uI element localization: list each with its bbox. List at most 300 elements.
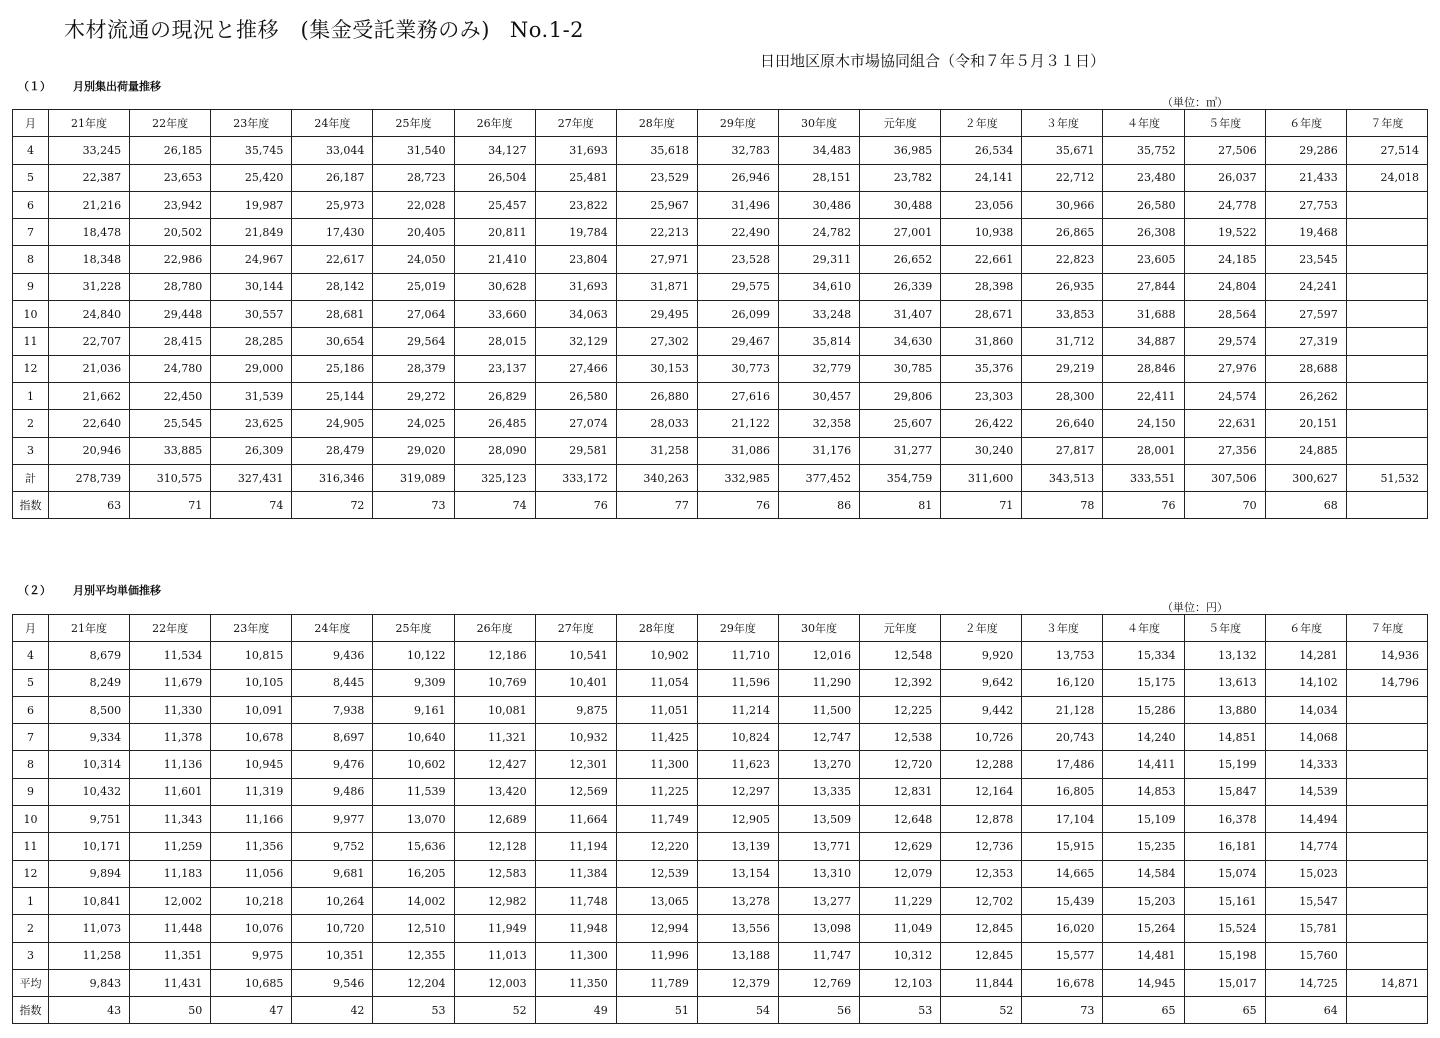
year-column-header: ５年度 (1184, 110, 1265, 137)
data-cell: 24,574 (1184, 382, 1265, 409)
data-cell: 12,648 (860, 806, 941, 833)
table-row (13, 301, 1428, 328)
data-cell: 72 (292, 492, 373, 519)
row-label: 平均 (13, 969, 49, 996)
data-cell: 12,689 (454, 806, 535, 833)
data-cell: 29,286 (1265, 137, 1346, 164)
data-cell: 50 (130, 997, 211, 1024)
data-cell: 14,002 (373, 887, 454, 914)
data-cell: 327,431 (211, 464, 292, 491)
year-column-header: ３年度 (1022, 110, 1103, 137)
data-cell: 23,653 (130, 164, 211, 191)
data-cell: 15,524 (1184, 915, 1265, 942)
data-cell: 31,539 (211, 382, 292, 409)
data-cell (1346, 382, 1427, 409)
data-cell: 31,496 (697, 191, 778, 218)
data-cell: 15,074 (1184, 860, 1265, 887)
data-cell: 22,707 (49, 328, 130, 355)
data-cell: 18,478 (49, 219, 130, 246)
data-cell: 22,387 (49, 164, 130, 191)
data-cell (1346, 328, 1427, 355)
data-cell: 11,300 (535, 942, 616, 969)
data-cell: 28,688 (1265, 355, 1346, 382)
data-cell: 30,457 (778, 382, 859, 409)
data-cell: 13,509 (778, 806, 859, 833)
header-row (13, 615, 1428, 642)
data-cell: 11,049 (860, 915, 941, 942)
row-label: 1 (13, 382, 49, 409)
year-column-header: 22年度 (130, 615, 211, 642)
data-cell: 33,853 (1022, 301, 1103, 328)
row-label: 11 (13, 328, 49, 355)
data-cell: 9,875 (535, 696, 616, 723)
data-cell: 16,020 (1022, 915, 1103, 942)
data-cell: 11,749 (616, 806, 697, 833)
data-cell: 24,018 (1346, 164, 1427, 191)
data-cell: 13,310 (778, 860, 859, 887)
data-cell: 319,089 (373, 464, 454, 491)
data-cell: 28,723 (373, 164, 454, 191)
data-cell: 34,610 (778, 273, 859, 300)
data-cell: 22,661 (941, 246, 1022, 273)
section-1-heading (18, 78, 161, 94)
data-cell: 12,569 (535, 778, 616, 805)
data-cell: 10,902 (616, 642, 697, 669)
table-row (13, 328, 1428, 355)
data-cell: 29,575 (697, 273, 778, 300)
data-cell: 29,000 (211, 355, 292, 382)
data-cell: 12,016 (778, 642, 859, 669)
data-cell: 30,144 (211, 273, 292, 300)
data-cell: 14,871 (1346, 969, 1427, 996)
data-cell: 9,442 (941, 696, 1022, 723)
table-row (13, 942, 1428, 969)
data-cell: 33,044 (292, 137, 373, 164)
table-row (13, 355, 1428, 382)
data-cell: 13,556 (697, 915, 778, 942)
data-cell: 310,575 (130, 464, 211, 491)
data-cell: 15,781 (1265, 915, 1346, 942)
data-cell (1346, 778, 1427, 805)
data-cell: 13,139 (697, 833, 778, 860)
row-label: 3 (13, 942, 49, 969)
data-cell: 14,774 (1265, 833, 1346, 860)
row-label: 5 (13, 164, 49, 191)
data-cell: 76 (697, 492, 778, 519)
data-cell: 23,056 (941, 191, 1022, 218)
data-cell: 14,539 (1265, 778, 1346, 805)
data-cell: 27,356 (1184, 437, 1265, 464)
data-cell: 54 (697, 997, 778, 1024)
data-cell: 11,356 (211, 833, 292, 860)
data-cell: 8,679 (49, 642, 130, 669)
year-column-header: 28年度 (616, 110, 697, 137)
data-cell (1346, 724, 1427, 751)
data-cell: 27,844 (1103, 273, 1184, 300)
data-cell: 13,065 (616, 887, 697, 914)
data-cell: 15,334 (1103, 642, 1184, 669)
section-2-unit: （単位：円） (1162, 601, 1228, 614)
data-cell: 13,270 (778, 751, 859, 778)
data-cell: 26,640 (1022, 410, 1103, 437)
year-column-header: 28年度 (616, 615, 697, 642)
data-cell: 14,481 (1103, 942, 1184, 969)
data-cell: 21,662 (49, 382, 130, 409)
data-cell: 27,597 (1265, 301, 1346, 328)
data-cell: 13,771 (778, 833, 859, 860)
data-cell: 11,425 (616, 724, 697, 751)
data-cell: 11,601 (130, 778, 211, 805)
row-label: 12 (13, 355, 49, 382)
data-cell (1346, 942, 1427, 969)
data-cell: 15,636 (373, 833, 454, 860)
table-row (13, 751, 1428, 778)
data-cell: 11,183 (130, 860, 211, 887)
data-cell: 21,849 (211, 219, 292, 246)
data-cell: 31,277 (860, 437, 941, 464)
data-cell: 10,314 (49, 751, 130, 778)
data-cell: 26,262 (1265, 382, 1346, 409)
data-cell: 11,300 (616, 751, 697, 778)
data-cell: 13,132 (1184, 642, 1265, 669)
data-cell: 52 (941, 997, 1022, 1024)
data-cell: 13,335 (778, 778, 859, 805)
data-cell: 15,264 (1103, 915, 1184, 942)
data-cell: 11,747 (778, 942, 859, 969)
data-cell: 23,625 (211, 410, 292, 437)
data-cell: 74 (211, 492, 292, 519)
data-cell: 64 (1265, 997, 1346, 1024)
data-cell (1346, 191, 1427, 218)
data-cell: 12,510 (373, 915, 454, 942)
data-cell: 31,693 (535, 273, 616, 300)
data-cell: 29,020 (373, 437, 454, 464)
data-cell: 22,631 (1184, 410, 1265, 437)
year-column-header: 27年度 (535, 615, 616, 642)
data-cell: 24,050 (373, 246, 454, 273)
data-cell: 15,547 (1265, 887, 1346, 914)
data-cell: 28,379 (373, 355, 454, 382)
data-cell: 26,580 (1103, 191, 1184, 218)
section-1-unit: （単位：㎥） (1162, 96, 1228, 109)
row-label: 7 (13, 219, 49, 246)
data-cell: 12,994 (616, 915, 697, 942)
data-cell: 22,213 (616, 219, 697, 246)
shipment-volume-table (12, 109, 1428, 519)
data-cell: 9,334 (49, 724, 130, 751)
row-label: 7 (13, 724, 49, 751)
data-cell: 33,245 (49, 137, 130, 164)
row-label: 9 (13, 273, 49, 300)
data-cell: 22,712 (1022, 164, 1103, 191)
data-cell: 10,264 (292, 887, 373, 914)
table-row (13, 833, 1428, 860)
data-cell: 28,142 (292, 273, 373, 300)
data-cell: 13,420 (454, 778, 535, 805)
data-cell: 34,063 (535, 301, 616, 328)
data-cell: 21,410 (454, 246, 535, 273)
data-cell: 354,759 (860, 464, 941, 491)
data-cell: 12,427 (454, 751, 535, 778)
data-cell: 9,476 (292, 751, 373, 778)
data-cell: 21,128 (1022, 696, 1103, 723)
year-column-header: ７年度 (1346, 110, 1427, 137)
data-cell: 19,784 (535, 219, 616, 246)
data-cell: 49 (535, 997, 616, 1024)
data-cell: 12,702 (941, 887, 1022, 914)
data-cell: 10,541 (535, 642, 616, 669)
data-cell: 35,745 (211, 137, 292, 164)
year-column-header: ５年度 (1184, 615, 1265, 642)
data-cell: 14,333 (1265, 751, 1346, 778)
data-cell: 27,064 (373, 301, 454, 328)
year-column-header: ６年度 (1265, 110, 1346, 137)
data-cell: 30,557 (211, 301, 292, 328)
data-cell: 22,028 (373, 191, 454, 218)
row-label: 4 (13, 137, 49, 164)
data-cell: 11,194 (535, 833, 616, 860)
data-cell: 12,220 (616, 833, 697, 860)
data-cell: 11,710 (697, 642, 778, 669)
data-cell: 23,528 (697, 246, 778, 273)
year-column-header: 21年度 (49, 615, 130, 642)
data-cell (1346, 860, 1427, 887)
row-label: 9 (13, 778, 49, 805)
data-cell: 311,600 (941, 464, 1022, 491)
data-cell: 11,534 (130, 642, 211, 669)
data-cell: 11,225 (616, 778, 697, 805)
data-cell: 28,001 (1103, 437, 1184, 464)
data-cell: 33,660 (454, 301, 535, 328)
data-cell: 11,350 (535, 969, 616, 996)
data-cell: 11,258 (49, 942, 130, 969)
data-cell: 12,736 (941, 833, 1022, 860)
data-cell: 11,664 (535, 806, 616, 833)
data-cell: 20,811 (454, 219, 535, 246)
data-cell: 10,351 (292, 942, 373, 969)
data-cell: 26,865 (1022, 219, 1103, 246)
data-cell: 12,769 (778, 969, 859, 996)
data-cell: 11,056 (211, 860, 292, 887)
data-cell: 21,433 (1265, 164, 1346, 191)
data-cell: 24,782 (778, 219, 859, 246)
data-cell: 14,584 (1103, 860, 1184, 887)
data-cell: 10,432 (49, 778, 130, 805)
data-cell: 71 (941, 492, 1022, 519)
data-cell: 10,938 (941, 219, 1022, 246)
data-cell (1346, 355, 1427, 382)
data-cell: 332,985 (697, 464, 778, 491)
data-cell: 11,319 (211, 778, 292, 805)
data-cell: 12,288 (941, 751, 1022, 778)
data-cell: 24,840 (49, 301, 130, 328)
data-cell: 23,822 (535, 191, 616, 218)
row-label: 10 (13, 301, 49, 328)
data-cell: 10,312 (860, 942, 941, 969)
data-cell: 51 (616, 997, 697, 1024)
data-cell: 34,630 (860, 328, 941, 355)
row-label: 8 (13, 751, 49, 778)
average-price-table (12, 614, 1428, 1024)
year-column-header: 元年度 (860, 110, 941, 137)
data-cell: 12,186 (454, 642, 535, 669)
data-cell: 10,769 (454, 669, 535, 696)
year-column-header: 25年度 (373, 110, 454, 137)
data-cell: 15,198 (1184, 942, 1265, 969)
data-cell: 13,277 (778, 887, 859, 914)
data-cell: 10,122 (373, 642, 454, 669)
data-cell: 15,235 (1103, 833, 1184, 860)
year-column-header: ３年度 (1022, 615, 1103, 642)
data-cell: 10,815 (211, 642, 292, 669)
data-cell: 25,973 (292, 191, 373, 218)
data-cell: 14,851 (1184, 724, 1265, 751)
data-cell: 12,103 (860, 969, 941, 996)
data-cell: 10,932 (535, 724, 616, 751)
data-cell: 10,945 (211, 751, 292, 778)
data-cell: 13,880 (1184, 696, 1265, 723)
data-cell: 14,240 (1103, 724, 1184, 751)
data-cell: 32,779 (778, 355, 859, 382)
row-label: 10 (13, 806, 49, 833)
data-cell: 17,430 (292, 219, 373, 246)
data-cell: 13,278 (697, 887, 778, 914)
table-row (13, 191, 1428, 218)
data-cell: 29,311 (778, 246, 859, 273)
data-cell: 14,494 (1265, 806, 1346, 833)
data-cell: 23,529 (616, 164, 697, 191)
data-cell (1346, 696, 1427, 723)
section-2-label: 月別平均単価推移 (73, 584, 161, 597)
data-cell: 316,346 (292, 464, 373, 491)
data-cell: 28,564 (1184, 301, 1265, 328)
data-cell: 13,188 (697, 942, 778, 969)
data-cell: 26,309 (211, 437, 292, 464)
data-cell: 28,681 (292, 301, 373, 328)
data-cell: 16,378 (1184, 806, 1265, 833)
data-cell: 14,102 (1265, 669, 1346, 696)
table-row (13, 164, 1428, 191)
year-column-header: ４年度 (1103, 110, 1184, 137)
row-label: 6 (13, 696, 49, 723)
data-cell: 19,987 (211, 191, 292, 218)
year-column-header: 29年度 (697, 110, 778, 137)
data-cell: 13,613 (1184, 669, 1265, 696)
table-row (13, 778, 1428, 805)
data-cell: 21,036 (49, 355, 130, 382)
table-row (13, 273, 1428, 300)
data-cell: 20,502 (130, 219, 211, 246)
data-cell: 15,175 (1103, 669, 1184, 696)
data-cell: 333,551 (1103, 464, 1184, 491)
data-cell: 325,123 (454, 464, 535, 491)
table-row (13, 437, 1428, 464)
year-column-header: 27年度 (535, 110, 616, 137)
table-row (13, 464, 1428, 491)
organization-date: 日田地区原木市場協同組合（令和７年５月３１日） (760, 52, 1106, 70)
data-cell: 10,091 (211, 696, 292, 723)
data-cell: 27,616 (697, 382, 778, 409)
data-cell: 30,773 (697, 355, 778, 382)
data-cell: 29,581 (535, 437, 616, 464)
year-column-header: ２年度 (941, 615, 1022, 642)
year-column-header: 元年度 (860, 615, 941, 642)
data-cell: 23,605 (1103, 246, 1184, 273)
data-cell: 24,905 (292, 410, 373, 437)
data-cell: 14,945 (1103, 969, 1184, 996)
data-cell: 31,086 (697, 437, 778, 464)
data-cell: 25,967 (616, 191, 697, 218)
data-cell: 10,076 (211, 915, 292, 942)
data-cell: 11,229 (860, 887, 941, 914)
data-cell: 31,688 (1103, 301, 1184, 328)
year-column-header: 23年度 (211, 615, 292, 642)
data-cell: 27,001 (860, 219, 941, 246)
data-cell: 9,642 (941, 669, 1022, 696)
data-cell: 12,905 (697, 806, 778, 833)
data-cell: 14,725 (1265, 969, 1346, 996)
data-cell: 12,845 (941, 915, 1022, 942)
data-cell: 30,486 (778, 191, 859, 218)
data-cell: 11,290 (778, 669, 859, 696)
data-cell: 23,804 (535, 246, 616, 273)
data-cell: 27,971 (616, 246, 697, 273)
data-cell: 11,051 (616, 696, 697, 723)
data-cell: 19,522 (1184, 219, 1265, 246)
data-cell: 26,422 (941, 410, 1022, 437)
year-column-header: ４年度 (1103, 615, 1184, 642)
data-cell: 26,185 (130, 137, 211, 164)
data-cell: 28,151 (778, 164, 859, 191)
data-cell: 27,074 (535, 410, 616, 437)
data-cell: 22,617 (292, 246, 373, 273)
data-cell: 12,297 (697, 778, 778, 805)
data-cell: 28,780 (130, 273, 211, 300)
data-cell: 23,545 (1265, 246, 1346, 273)
data-cell: 10,824 (697, 724, 778, 751)
data-cell: 26,308 (1103, 219, 1184, 246)
data-cell: 16,120 (1022, 669, 1103, 696)
data-cell: 10,841 (49, 887, 130, 914)
data-cell: 26,485 (454, 410, 535, 437)
data-cell: 26,099 (697, 301, 778, 328)
data-cell: 24,967 (211, 246, 292, 273)
data-cell: 11,596 (697, 669, 778, 696)
data-cell: 32,358 (778, 410, 859, 437)
data-cell: 26,504 (454, 164, 535, 191)
data-cell: 11,343 (130, 806, 211, 833)
data-cell: 12,747 (778, 724, 859, 751)
data-cell: 10,640 (373, 724, 454, 751)
data-cell: 14,411 (1103, 751, 1184, 778)
year-column-header: ７年度 (1346, 615, 1427, 642)
data-cell: 25,019 (373, 273, 454, 300)
data-cell: 11,330 (130, 696, 211, 723)
data-cell: 73 (1022, 997, 1103, 1024)
data-cell: 25,186 (292, 355, 373, 382)
year-column-header: 24年度 (292, 110, 373, 137)
data-cell: 24,141 (941, 164, 1022, 191)
data-cell: 65 (1184, 997, 1265, 1024)
data-cell: 10,401 (535, 669, 616, 696)
table-row (13, 696, 1428, 723)
data-cell: 12,539 (616, 860, 697, 887)
data-cell: 10,726 (941, 724, 1022, 751)
data-cell: 23,137 (454, 355, 535, 382)
data-cell: 12,301 (535, 751, 616, 778)
data-cell (1346, 915, 1427, 942)
row-label: 8 (13, 246, 49, 273)
